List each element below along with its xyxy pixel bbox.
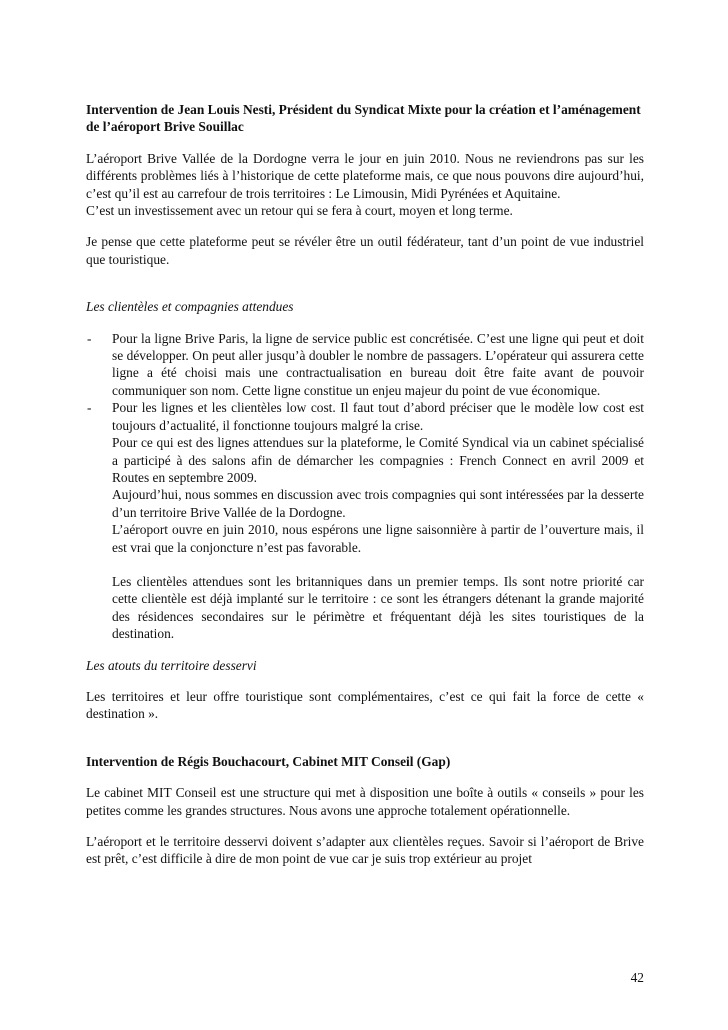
intervention-1-paragraph-2: C’est un investissement avec un retour qui se fera à court, moyen et long terme. [86, 203, 513, 219]
intervention-2-paragraph-2: L’aéroport et le territoire desservi doivent s’adapter aux clientèles reçues. Savoir si l’aéroport de Brive est prêt, c’est difficile à dire de mon point de vue car je suis trop extérieur au projet [86, 834, 644, 867]
list-item [86, 330, 644, 400]
bullet-paragraph: Pour ce qui est des lignes attendues sur la plateforme, le Comité Syndical via un cabinet spécialisé a participé à des salons afin de démarcher les compagnies : French Connect en avril 2009 et Routes en septembre 2009. [112, 435, 644, 485]
intervention-1-paragraph-3: Je pense que cette plateforme peut se révéler être un outil fédérateur, tant d’un point de vue industriel que touristique. [86, 234, 644, 267]
bullet-list [86, 330, 644, 643]
bullet-paragraph: Les clientèles attendues sont les britanniques dans un premier temps. Ils sont notre priorité car cette clientèle est déjà implanté sur le territoire : ce sont les étrangers détenant la grande majorité des résidences secondaires sur le périmètre et fréquentant déjà les sites touristiques de la destination. [112, 573, 644, 642]
bullet-marker: - [87, 330, 92, 346]
intervention-1-paragraph-1: L’aéroport Brive Vallée de la Dordogne verra le jour en juin 2010. Nous ne reviendrons pas sur les différents problèmes liés à l’historique de cette plateforme mais, ce que nous pouvons dire aujourd’hui, c’est qu’il est au carrefour de trois territoires : Le Limousin, Midi Pyrénées et Aquitaine. [86, 150, 644, 201]
intervention-2-paragraph-1: Le cabinet MIT Conseil est une structure qui met à disposition une boîte à outils « conseils » pour les petites comme les grandes structures. Nous avons une approche totalement opérationnelle. [86, 785, 644, 818]
bullet-paragraph: Pour la ligne Brive Paris, la ligne de service public est concrétisée. C’est une ligne qui peut et doit se développer. On peut aller jusqu’à doubler le nombre de passagers. L’opérateur qui assurera cette ligne a été choisi mais une contractualisation en bureau doit être faite avant de pouvoir communiquer son nom. Cette ligne constitue un enjeu majeur du point de vue économique. [112, 330, 644, 398]
bullet-paragraph: Pour les lignes et les clientèles low cost. Il faut tout d’abord préciser que le modèle low cost est toujours d’actualité, il fonctionne toujours malgré la crise. [112, 400, 644, 433]
intervention-1-paragraph-4: Les territoires et leur offre touristique sont complémentaires, c’est ce qui fait la force de cette « destination ». [86, 688, 644, 722]
bullet-paragraph: Aujourd’hui, nous sommes en discussion avec trois compagnies qui sont intéressées par la desserte d’un territoire Brive Vallée de la Dordogne. [112, 487, 644, 520]
page-number: 42 [630, 970, 644, 985]
section-title-atouts: Les atouts du territoire desservi [86, 657, 257, 673]
bullet-marker: - [87, 400, 92, 416]
section-title-clienteles: Les clientèles et compagnies attendues [86, 299, 294, 315]
document-page [86, 101, 644, 868]
list-item [86, 399, 644, 642]
intervention-2-heading: Intervention de Régis Bouchacourt, Cabinet MIT Conseil (Gap) [86, 753, 451, 769]
intervention-1-heading: Intervention de Jean Louis Nesti, Président du Syndicat Mixte pour la création et l’aménagement de l’aéroport Brive Souillac [86, 102, 641, 135]
bullet-paragraph: L’aéroport ouvre en juin 2010, nous espérons une ligne saisonnière à partir de l’ouverture mais, il est vrai que la conjoncture n’est pas favorable. [112, 522, 644, 555]
